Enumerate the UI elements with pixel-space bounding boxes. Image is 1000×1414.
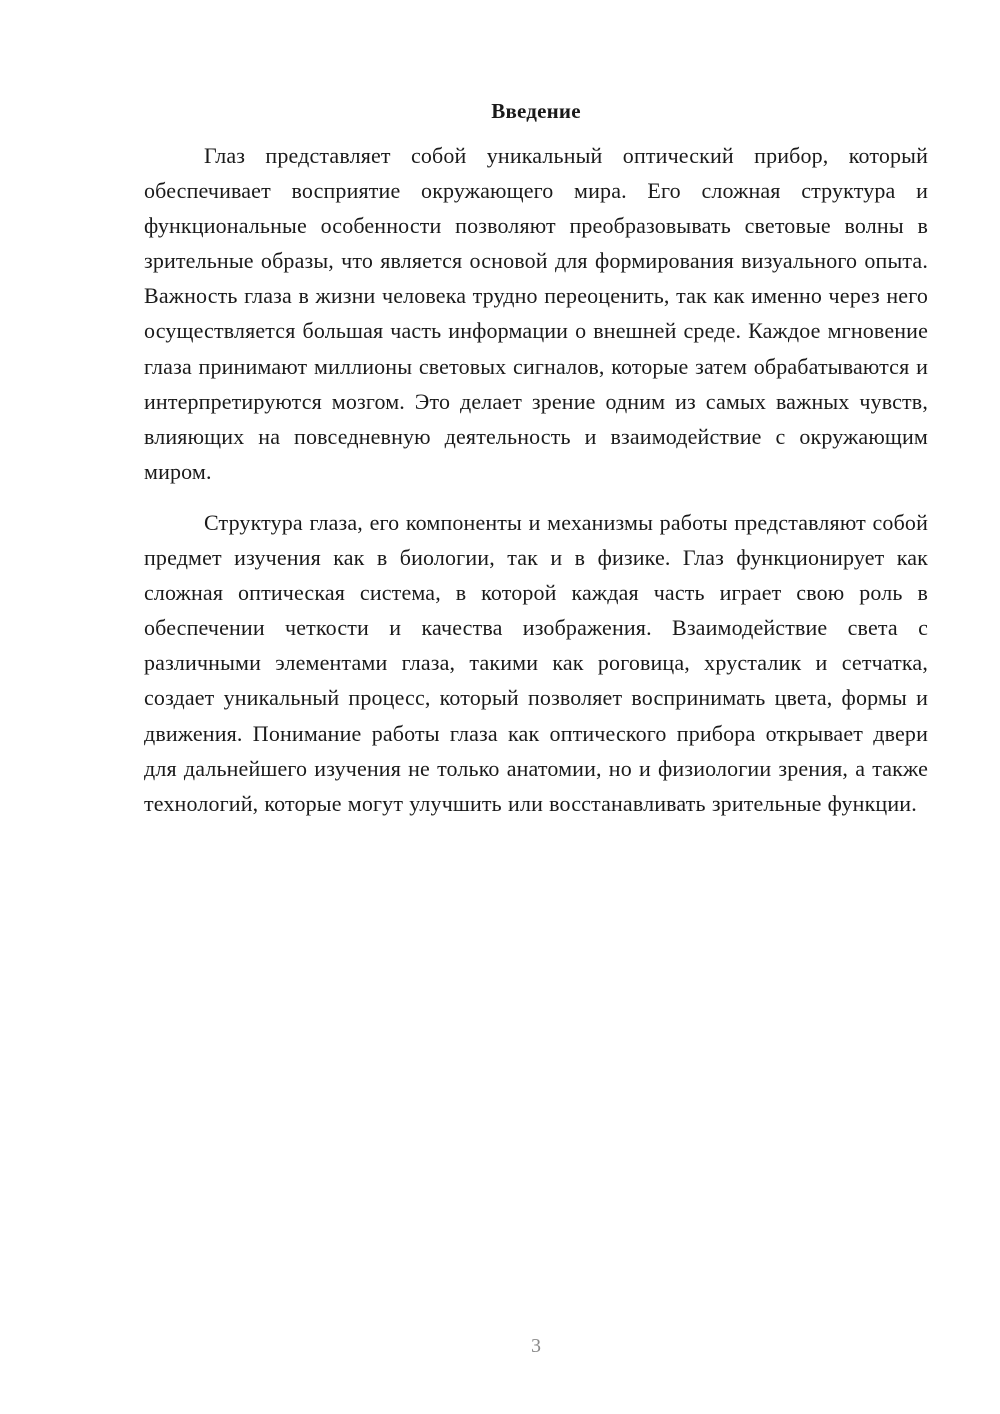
paragraph-1: Глаз представляет собой уникальный оптический прибор, который обеспечивает восприятие окружающего мира. Его сложная структура и функциональные особенности позволяют преобразовывать световые волны в зрительные образы, что является основой для формирования визуального опыта. Важность глаза в жизни человека трудно переоценить, так как именно через него осуществляется большая часть информации о внешней среде. Каждое мгновение глаза принимают миллионы световых сигналов, которые затем обрабатываются и интерпретируются мозгом. Это делает зрение одним из самых важных чувств, влияющих на повседневную деятельность и взаимодействие с окружающим миром. [144,143,928,484]
paragraph-2: Структура глаза, его компоненты и механизмы работы представляют собой предмет изучения как в биологии, так и в физике. Глаз функционирует как сложная оптическая система, в которой каждая часть играет свою роль в обеспечении четкости и качества изображения. Взаимодействие света с различными элементами глаза, такими как роговица, хрусталик и сетчатка, создает уникальный процесс, который позволяет воспринимать цвета, формы и движения. Понимание работы глаза как оптического прибора открывает двери для дальнейшего изучения не только анатомии, но и физиологии зрения, а также технологий, которые могут улучшить или восстанавливать зрительные функции. [144,509,928,816]
page-number: 3 [531,1335,541,1357]
page-content [144,96,928,837]
section-heading: Введение [491,99,581,123]
